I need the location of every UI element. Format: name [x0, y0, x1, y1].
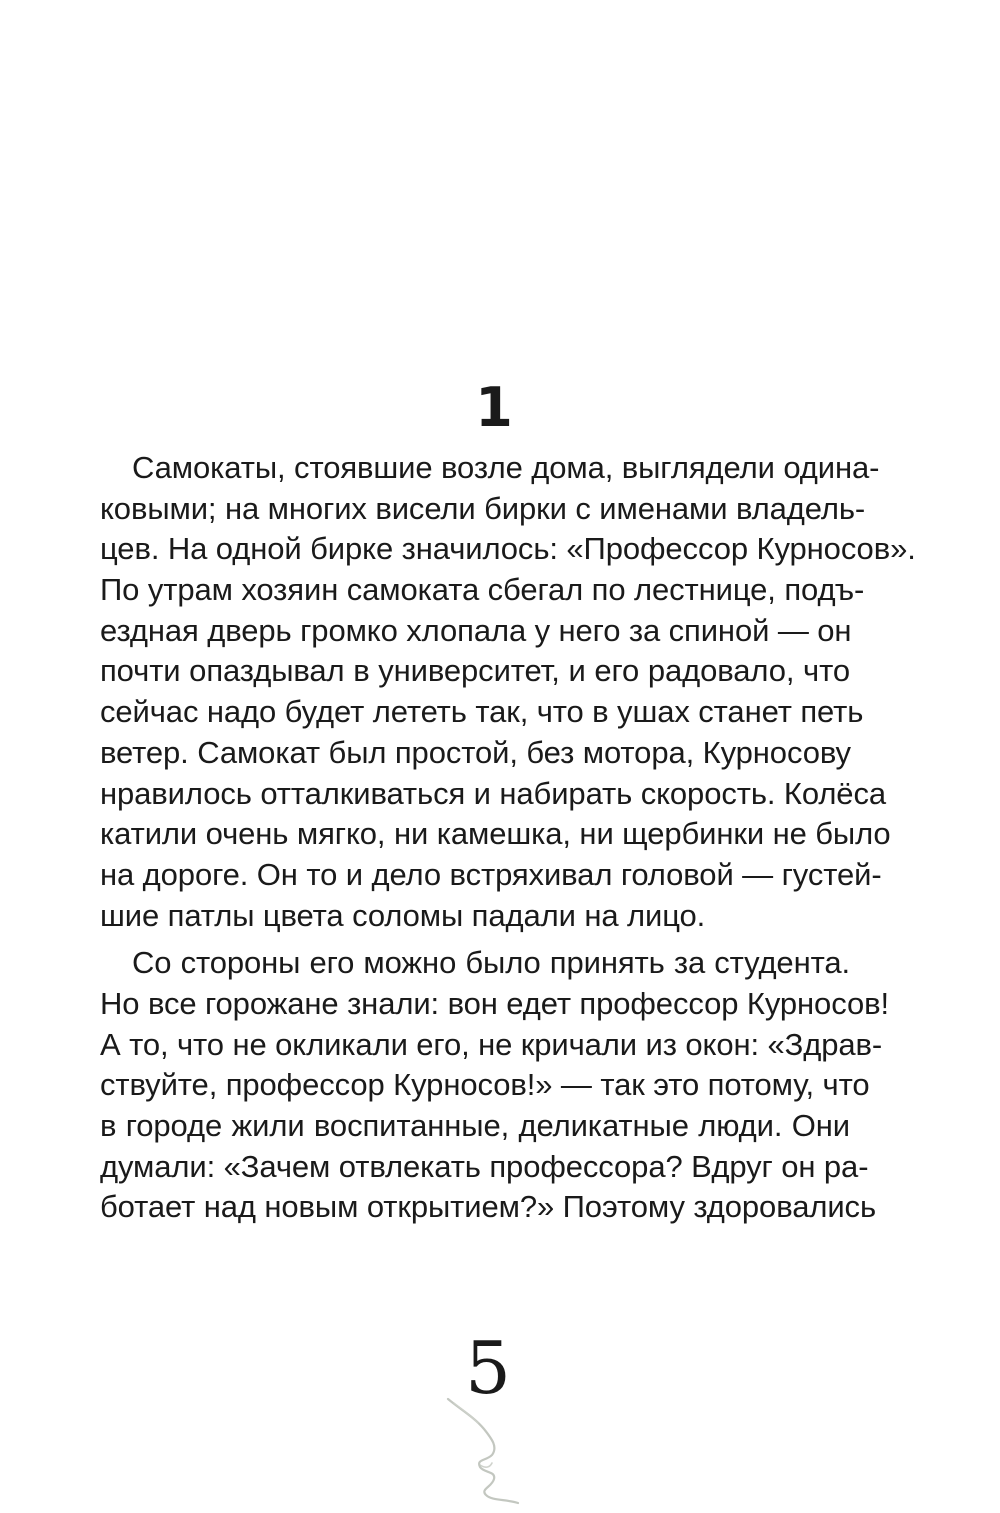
- text-line: цев. На одной бирке значилось: «Профессор Курносов».: [100, 531, 916, 567]
- text-line: почти опаздывал в университет, и его радовало, что: [100, 653, 850, 689]
- body-text: [100, 448, 916, 1228]
- chapter-number: 1: [475, 376, 513, 439]
- text-line: Со стороны его можно было принять за студента.: [132, 945, 850, 981]
- text-line: думали: «Зачем отвлекать профессора? Вдруг он ра-: [100, 1148, 869, 1184]
- text-line: ботает над новым открытием?» Поэтому здоровались: [100, 1189, 877, 1225]
- scribble-icon: [440, 1395, 540, 1505]
- text-line: Но все горожане знали: вон едет профессор Курносов!: [100, 985, 889, 1021]
- text-line: нравилось отталкиваться и набирать скорость. Колёса: [100, 775, 886, 811]
- paragraph-gap: [100, 936, 850, 943]
- text-line: в городе жили воспитанные, деликатные люди. Они: [100, 1108, 850, 1143]
- text-line: на дороге. Он то и дело встряхивал головой — густей-: [100, 856, 882, 892]
- page-number: 5: [465, 1326, 511, 1410]
- text-line: ветер. Самокат был простой, без мотора, Курносову: [100, 734, 851, 770]
- text-line: А то, что не окликали его, не кричали из окон: «Здрав-: [100, 1026, 883, 1062]
- text-line: ковыми; на многих висели бирки с именами владель-: [100, 490, 866, 526]
- text-line: сейчас надо будет лететь так, что в ушах станет петь: [100, 694, 864, 730]
- text-line: катили очень мягко, ни камешка, ни щербинки не было: [100, 816, 891, 852]
- text-line: ствуйте, профессор Курносов!» — так это потому, что: [100, 1067, 870, 1103]
- text-line: По утрам хозяин самоката сбегал по лестнице, подъ-: [100, 572, 865, 608]
- text-line: шие патлы цвета соломы падали на лицо.: [100, 897, 706, 933]
- text-line: Самокаты, стоявшие возле дома, выглядели одина-: [132, 450, 880, 485]
- text-line: ездная дверь громко хлопала у него за спиной — он: [100, 612, 852, 648]
